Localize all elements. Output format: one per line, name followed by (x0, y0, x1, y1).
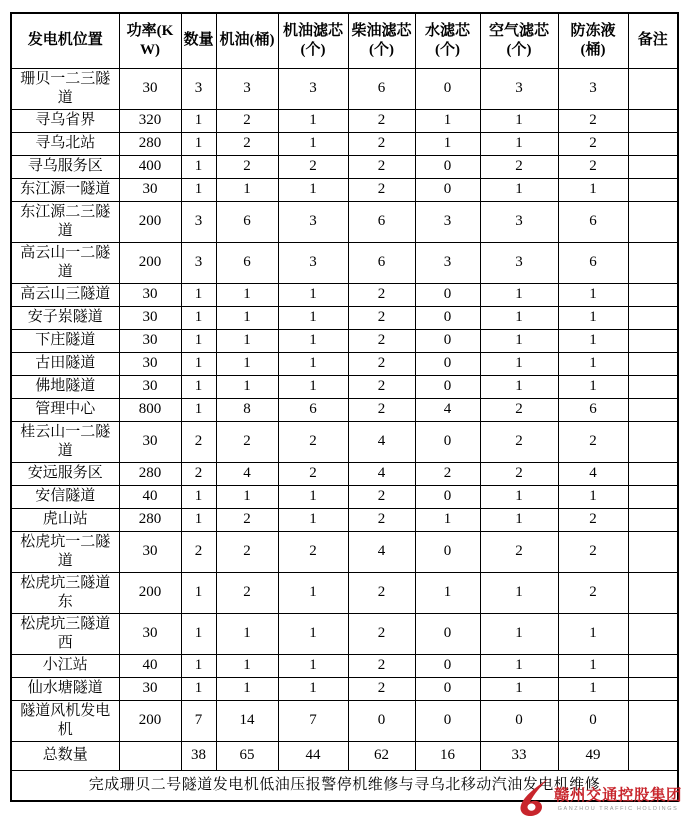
value-cell: 1 (278, 375, 348, 398)
value-cell: 1 (216, 352, 278, 375)
value-cell: 1 (480, 178, 558, 201)
value-cell: 4 (348, 462, 415, 485)
value-cell: 2 (480, 155, 558, 178)
value-cell (628, 242, 678, 283)
value-cell: 1 (558, 654, 628, 677)
value-cell: 6 (216, 242, 278, 283)
value-cell: 6 (348, 201, 415, 242)
value-cell: 30 (119, 375, 181, 398)
value-cell: 0 (415, 613, 480, 654)
value-cell: 30 (119, 421, 181, 462)
value-cell: 1 (181, 572, 216, 613)
value-cell: 30 (119, 283, 181, 306)
value-cell: 1 (558, 613, 628, 654)
value-cell: 1 (181, 613, 216, 654)
value-cell: 0 (415, 375, 480, 398)
value-cell: 1 (415, 508, 480, 531)
value-cell: 2 (558, 155, 628, 178)
value-cell: 280 (119, 508, 181, 531)
value-cell: 1 (415, 132, 480, 155)
value-cell: 30 (119, 68, 181, 109)
value-cell: 1 (181, 329, 216, 352)
table-row (11, 654, 678, 677)
location-cell: 东江源二三隧道 (11, 201, 119, 242)
value-cell: 2 (480, 421, 558, 462)
value-cell: 0 (415, 306, 480, 329)
value-cell (628, 741, 678, 770)
value-cell (628, 68, 678, 109)
value-cell: 3 (278, 68, 348, 109)
value-cell: 1 (480, 306, 558, 329)
logo-swoosh-icon (518, 779, 552, 817)
value-cell: 2 (558, 132, 628, 155)
value-cell: 2 (278, 155, 348, 178)
location-cell: 佛地隧道 (11, 375, 119, 398)
value-cell: 1 (278, 329, 348, 352)
location-cell: 隧道风机发电机 (11, 700, 119, 741)
value-cell: 1 (181, 398, 216, 421)
value-cell: 800 (119, 398, 181, 421)
value-cell: 2 (216, 572, 278, 613)
value-cell: 1 (480, 654, 558, 677)
value-cell: 6 (558, 398, 628, 421)
value-cell (628, 132, 678, 155)
value-cell: 1 (278, 109, 348, 132)
value-cell: 0 (558, 700, 628, 741)
value-cell: 1 (558, 329, 628, 352)
value-cell: 6 (278, 398, 348, 421)
value-cell: 2 (348, 109, 415, 132)
location-cell: 东江源一隧道 (11, 178, 119, 201)
table-row (11, 242, 678, 283)
value-cell: 1 (216, 485, 278, 508)
value-cell: 6 (348, 242, 415, 283)
value-cell: 1 (181, 485, 216, 508)
location-cell: 珊贝一二三隧道 (11, 68, 119, 109)
value-cell: 6 (558, 201, 628, 242)
value-cell (628, 613, 678, 654)
value-cell: 1 (216, 283, 278, 306)
value-cell: 3 (480, 68, 558, 109)
value-cell: 3 (415, 242, 480, 283)
value-cell: 320 (119, 109, 181, 132)
value-cell: 1 (558, 375, 628, 398)
value-cell (628, 508, 678, 531)
value-cell: 1 (216, 613, 278, 654)
value-cell: 1 (278, 654, 348, 677)
value-cell: 1 (558, 485, 628, 508)
value-cell: 16 (415, 741, 480, 770)
value-cell: 0 (415, 654, 480, 677)
value-cell: 2 (216, 109, 278, 132)
value-cell: 2 (348, 178, 415, 201)
value-cell: 2 (480, 462, 558, 485)
value-cell (628, 109, 678, 132)
value-cell: 2 (348, 132, 415, 155)
location-cell: 安子岽隧道 (11, 306, 119, 329)
value-cell: 2 (348, 283, 415, 306)
value-cell: 1 (558, 178, 628, 201)
value-cell: 40 (119, 654, 181, 677)
value-cell: 0 (415, 421, 480, 462)
value-cell: 1 (181, 352, 216, 375)
value-cell: 200 (119, 242, 181, 283)
table-row (11, 68, 678, 109)
value-cell: 2 (348, 654, 415, 677)
location-cell: 安远服务区 (11, 462, 119, 485)
value-cell: 2 (415, 462, 480, 485)
value-cell: 1 (278, 677, 348, 700)
value-cell: 1 (480, 352, 558, 375)
column-header: 数量 (181, 13, 216, 68)
table-body (11, 68, 678, 770)
value-cell: 49 (558, 741, 628, 770)
value-cell: 3 (558, 68, 628, 109)
value-cell: 1 (558, 306, 628, 329)
value-cell: 1 (415, 572, 480, 613)
table-row (11, 677, 678, 700)
value-cell: 2 (278, 531, 348, 572)
value-cell: 3 (278, 201, 348, 242)
total-row (11, 741, 678, 770)
value-cell: 2 (558, 109, 628, 132)
value-cell: 2 (181, 531, 216, 572)
value-cell: 0 (415, 700, 480, 741)
column-header: 柴油滤芯(个) (348, 13, 415, 68)
value-cell: 3 (181, 68, 216, 109)
value-cell: 1 (480, 613, 558, 654)
value-cell: 7 (278, 700, 348, 741)
value-cell: 30 (119, 613, 181, 654)
value-cell: 200 (119, 572, 181, 613)
column-header: 功率(KW) (119, 13, 181, 68)
value-cell: 1 (181, 178, 216, 201)
value-cell: 30 (119, 329, 181, 352)
value-cell: 2 (348, 375, 415, 398)
table-row (11, 462, 678, 485)
value-cell (119, 741, 181, 770)
value-cell: 30 (119, 531, 181, 572)
value-cell: 0 (415, 178, 480, 201)
table-row (11, 572, 678, 613)
value-cell (628, 677, 678, 700)
location-cell: 桂云山一二隧道 (11, 421, 119, 462)
value-cell: 30 (119, 677, 181, 700)
value-cell: 1 (216, 306, 278, 329)
value-cell: 2 (216, 132, 278, 155)
location-cell: 高云山三隧道 (11, 283, 119, 306)
value-cell: 1 (278, 178, 348, 201)
value-cell (628, 352, 678, 375)
value-cell: 1 (558, 283, 628, 306)
table-row (11, 421, 678, 462)
value-cell: 0 (415, 68, 480, 109)
value-cell: 2 (181, 421, 216, 462)
value-cell (628, 375, 678, 398)
value-cell: 0 (415, 155, 480, 178)
value-cell: 2 (348, 329, 415, 352)
value-cell (628, 572, 678, 613)
value-cell: 1 (480, 109, 558, 132)
value-cell: 1 (278, 613, 348, 654)
value-cell (628, 329, 678, 352)
column-header: 机油滤芯(个) (278, 13, 348, 68)
value-cell: 0 (415, 329, 480, 352)
value-cell: 2 (216, 155, 278, 178)
table-header-row (11, 13, 678, 68)
location-cell: 寻乌省界 (11, 109, 119, 132)
value-cell: 4 (415, 398, 480, 421)
table-row (11, 508, 678, 531)
value-cell (628, 155, 678, 178)
value-cell: 0 (480, 700, 558, 741)
value-cell: 200 (119, 201, 181, 242)
value-cell: 1 (181, 306, 216, 329)
value-cell: 2 (348, 613, 415, 654)
value-cell: 1 (278, 352, 348, 375)
value-cell: 1 (278, 283, 348, 306)
location-cell: 小江站 (11, 654, 119, 677)
column-header: 机油(桶) (216, 13, 278, 68)
value-cell (628, 462, 678, 485)
value-cell: 200 (119, 700, 181, 741)
value-cell: 6 (216, 201, 278, 242)
value-cell: 1 (216, 375, 278, 398)
value-cell: 4 (348, 531, 415, 572)
value-cell: 1 (181, 109, 216, 132)
location-cell: 寻乌服务区 (11, 155, 119, 178)
column-header: 防冻液(桶) (558, 13, 628, 68)
value-cell: 2 (558, 421, 628, 462)
value-cell: 1 (278, 132, 348, 155)
generator-supplies-table (10, 12, 679, 802)
location-cell: 松虎坑三隧道东 (11, 572, 119, 613)
value-cell: 1 (181, 155, 216, 178)
value-cell: 2 (348, 677, 415, 700)
value-cell: 1 (181, 508, 216, 531)
value-cell: 0 (415, 531, 480, 572)
value-cell: 3 (181, 201, 216, 242)
value-cell: 3 (480, 242, 558, 283)
value-cell: 7 (181, 700, 216, 741)
value-cell: 280 (119, 462, 181, 485)
value-cell: 8 (216, 398, 278, 421)
value-cell: 30 (119, 306, 181, 329)
value-cell (628, 531, 678, 572)
column-header: 发电机位置 (11, 13, 119, 68)
value-cell: 2 (278, 462, 348, 485)
value-cell: 1 (181, 132, 216, 155)
value-cell: 1 (278, 572, 348, 613)
value-cell: 2 (480, 398, 558, 421)
table-row (11, 329, 678, 352)
table-row (11, 201, 678, 242)
table-row (11, 613, 678, 654)
value-cell: 1 (558, 352, 628, 375)
value-cell (628, 201, 678, 242)
value-cell: 1 (181, 654, 216, 677)
location-cell: 松虎坑三隧道西 (11, 613, 119, 654)
location-cell: 仙水塘隧道 (11, 677, 119, 700)
value-cell: 3 (181, 242, 216, 283)
value-cell: 2 (278, 421, 348, 462)
value-cell: 2 (348, 572, 415, 613)
table-row (11, 700, 678, 741)
value-cell: 6 (348, 68, 415, 109)
value-cell: 280 (119, 132, 181, 155)
value-cell: 1 (480, 677, 558, 700)
value-cell: 2 (348, 508, 415, 531)
value-cell: 2 (216, 508, 278, 531)
location-cell: 古田隧道 (11, 352, 119, 375)
value-cell: 0 (348, 700, 415, 741)
value-cell (628, 178, 678, 201)
value-cell: 44 (278, 741, 348, 770)
value-cell (628, 306, 678, 329)
table-row (11, 178, 678, 201)
logo-company-name: 赣州交通控股集团 (553, 787, 682, 804)
value-cell: 0 (415, 352, 480, 375)
location-cell: 安信隧道 (11, 485, 119, 508)
table-row (11, 132, 678, 155)
column-header: 水滤芯(个) (415, 13, 480, 68)
value-cell: 2 (348, 485, 415, 508)
value-cell: 30 (119, 178, 181, 201)
company-logo (518, 777, 682, 817)
value-cell: 1 (480, 283, 558, 306)
value-cell (628, 421, 678, 462)
value-cell: 1 (278, 485, 348, 508)
table-row (11, 375, 678, 398)
value-cell: 3 (480, 201, 558, 242)
value-cell: 4 (348, 421, 415, 462)
value-cell (628, 654, 678, 677)
value-cell: 4 (558, 462, 628, 485)
value-cell: 0 (415, 283, 480, 306)
footer-note-cell: 完成珊贝二号隧道发电机低油压报警停机维修与寻乌北移动汽油发电机维修 (11, 770, 678, 801)
value-cell: 1 (216, 178, 278, 201)
value-cell (628, 398, 678, 421)
value-cell: 400 (119, 155, 181, 178)
value-cell: 1 (216, 329, 278, 352)
value-cell: 2 (216, 421, 278, 462)
value-cell: 40 (119, 485, 181, 508)
value-cell: 4 (216, 462, 278, 485)
value-cell: 2 (348, 398, 415, 421)
value-cell (628, 700, 678, 741)
value-cell: 2 (181, 462, 216, 485)
location-cell: 松虎坑一二隧道 (11, 531, 119, 572)
location-cell: 虎山站 (11, 508, 119, 531)
value-cell: 1 (181, 677, 216, 700)
value-cell: 2 (348, 155, 415, 178)
value-cell: 0 (415, 485, 480, 508)
value-cell: 0 (415, 677, 480, 700)
value-cell: 1 (480, 132, 558, 155)
table-row (11, 109, 678, 132)
location-cell: 管理中心 (11, 398, 119, 421)
value-cell: 6 (558, 242, 628, 283)
value-cell: 1 (480, 329, 558, 352)
value-cell: 2 (558, 531, 628, 572)
value-cell: 1 (480, 485, 558, 508)
table-row (11, 531, 678, 572)
value-cell (628, 283, 678, 306)
value-cell: 2 (480, 531, 558, 572)
value-cell: 2 (348, 306, 415, 329)
value-cell: 33 (480, 741, 558, 770)
value-cell: 65 (216, 741, 278, 770)
logo-company-name-en: GANZHOU TRAFFIC HOLDINGS (557, 806, 679, 812)
value-cell: 1 (278, 306, 348, 329)
column-header: 空气滤芯(个) (480, 13, 558, 68)
column-header: 备注 (628, 13, 678, 68)
value-cell: 3 (415, 201, 480, 242)
value-cell: 1 (480, 572, 558, 613)
value-cell: 14 (216, 700, 278, 741)
value-cell: 1 (181, 375, 216, 398)
table-row (11, 398, 678, 421)
location-cell: 总数量 (11, 741, 119, 770)
table-row (11, 306, 678, 329)
value-cell: 3 (216, 68, 278, 109)
value-cell: 30 (119, 352, 181, 375)
table-row (11, 352, 678, 375)
value-cell: 62 (348, 741, 415, 770)
value-cell (628, 485, 678, 508)
value-cell: 1 (181, 283, 216, 306)
value-cell: 1 (216, 677, 278, 700)
value-cell: 1 (480, 508, 558, 531)
value-cell: 2 (216, 531, 278, 572)
table-row (11, 155, 678, 178)
value-cell: 1 (415, 109, 480, 132)
location-cell: 高云山一二隧道 (11, 242, 119, 283)
table-row (11, 283, 678, 306)
value-cell: 38 (181, 741, 216, 770)
location-cell: 寻乌北站 (11, 132, 119, 155)
value-cell: 1 (278, 508, 348, 531)
value-cell: 2 (348, 352, 415, 375)
table-row (11, 485, 678, 508)
value-cell: 3 (278, 242, 348, 283)
value-cell: 1 (480, 375, 558, 398)
location-cell: 下庄隧道 (11, 329, 119, 352)
value-cell: 2 (558, 572, 628, 613)
value-cell: 1 (558, 677, 628, 700)
value-cell: 1 (216, 654, 278, 677)
value-cell: 2 (558, 508, 628, 531)
